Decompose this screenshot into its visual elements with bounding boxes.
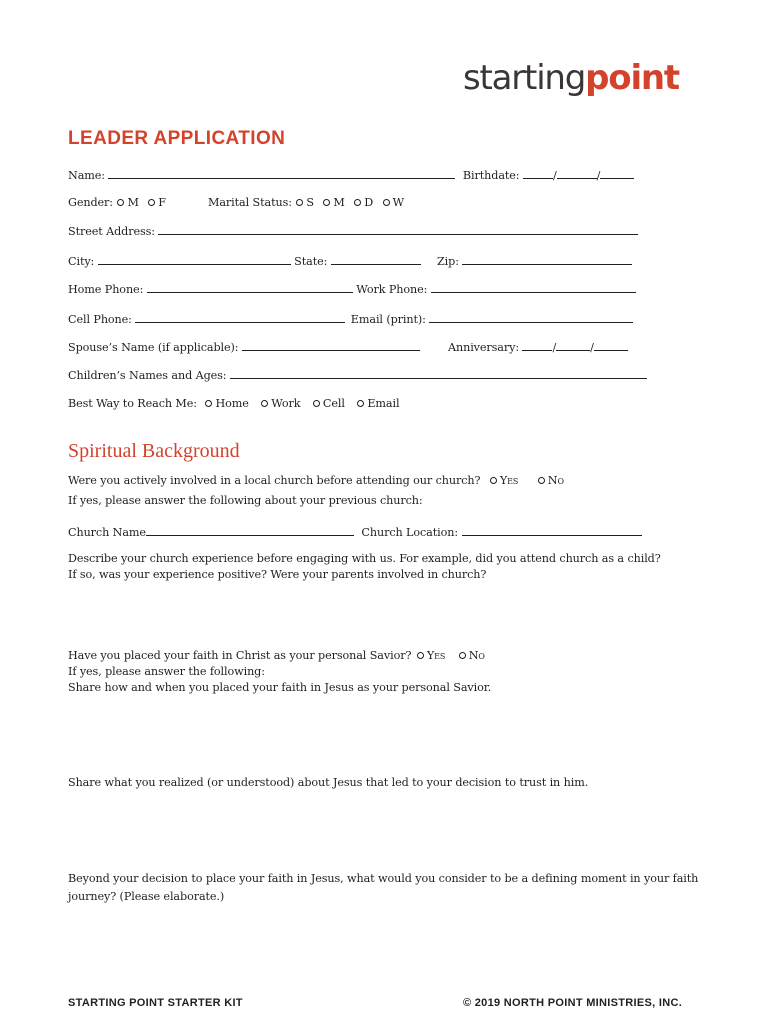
street-field[interactable] [158,223,638,235]
marital-s-radio[interactable] [296,199,303,206]
q4-line-1: Beyond your decision to place your faith in Jesus, what would you consider to be a defining moment in your faith [68,872,699,885]
name-field[interactable] [108,167,455,179]
q2-share: Share how and when you placed your faith in Jesus as your personal Savior. [68,681,492,694]
q2-no-radio[interactable] [459,652,466,659]
page-title: LEADER APPLICATION [68,128,286,149]
birthdate-slash-2: / [596,169,601,182]
marital-m-radio[interactable] [323,199,330,206]
zip-label: Zip: [437,255,459,268]
city-row [68,253,421,269]
q4-answer-area[interactable] [68,908,638,978]
children-label: Children’s Names and Ages: [68,369,227,382]
marital-label: Marital Status: [208,196,292,209]
logo-word-point: point [585,58,679,98]
marital-w-radio[interactable] [383,199,390,206]
describe-answer-area[interactable] [68,586,638,646]
church-name-row [68,524,642,540]
anniversary-slash-2: / [590,341,594,354]
q2-answer-area[interactable] [68,698,638,770]
reach-email-label: Email [367,397,400,410]
best-way-row [68,397,399,411]
work-phone-label: Work Phone: [356,283,428,296]
cell-phone-label: Cell Phone: [68,313,132,326]
anniversary-month-field[interactable] [522,339,552,351]
church-name-field[interactable] [146,524,354,536]
birthdate-month-field[interactable] [523,167,553,179]
best-way-label: Best Way to Reach Me: [68,397,197,410]
home-phone-field[interactable] [147,281,353,293]
q1-yes-radio[interactable] [490,477,497,484]
name-row [68,167,634,183]
describe-line-1: Describe your church experience before engaging with us. For example, did you attend church as a child? [68,552,661,565]
q1-yes-label: Yes [499,474,519,487]
email-label: Email (print): [350,313,426,326]
gender-label: Gender: [68,196,113,209]
email-field[interactable] [429,311,633,323]
city-label: City: [68,255,95,268]
reach-cell-radio[interactable] [313,400,320,407]
describe-line-2: If so, was your experience positive? Were your parents involved in church? [68,568,487,581]
birthdate-slash-1: / [552,169,557,182]
starting-point-logo [463,58,679,98]
birthdate-year-field[interactable] [600,167,634,179]
street-row [68,223,638,239]
church-location-field[interactable] [462,524,642,536]
footer-left: STARTING POINT STARTER KIT [68,997,243,1009]
logo-word-starting: starting [463,58,586,98]
marital-row [208,196,404,210]
state-label: State: [294,255,328,268]
city-field[interactable] [98,253,291,265]
q2-row [68,649,485,663]
zip-field[interactable] [462,253,632,265]
church-location-label: Church Location: [361,526,459,539]
spouse-label: Spouse’s Name (if applicable): [68,341,239,354]
q2-followup: If yes, please answer the following: [68,665,265,678]
anniversary-row [448,339,628,355]
q2-yes-radio[interactable] [417,652,424,659]
spouse-row [68,339,420,355]
q1-row [68,474,564,488]
reach-home-label: Home [215,397,249,410]
marital-w-label: W [392,196,404,209]
q1-no-label: No [547,474,564,487]
reach-home-radio[interactable] [205,400,212,407]
home-phone-label: Home Phone: [68,283,144,296]
state-field[interactable] [331,253,421,265]
reach-work-radio[interactable] [261,400,268,407]
reach-cell-label: Cell [322,397,345,410]
children-field[interactable] [230,367,647,379]
birthdate-label: Birthdate: [462,169,520,182]
q1-text: Were you actively involved in a local church before attending our church? [68,474,481,487]
marital-d-label: D [364,196,374,209]
marital-m-label: M [333,196,345,209]
zip-row [437,253,632,269]
work-phone-field[interactable] [431,281,636,293]
cell-phone-field[interactable] [135,311,345,323]
gender-m-radio[interactable] [117,199,124,206]
gender-f-label: F [158,196,166,209]
anniversary-day-field[interactable] [556,339,590,351]
phone-row [68,281,636,297]
marital-s-label: S [306,196,314,209]
reach-email-radio[interactable] [357,400,364,407]
cell-row [68,311,633,327]
section-title: Spiritual Background [68,440,240,462]
gender-row [68,196,166,210]
street-label: Street Address: [68,225,155,238]
reach-work-label: Work [271,397,301,410]
q4-line-2: journey? (Please elaborate.) [68,890,225,903]
q2-yes-label: Yes [426,649,446,662]
spouse-field[interactable] [242,339,420,351]
gender-f-radio[interactable] [148,199,155,206]
children-row [68,367,647,383]
q1-no-radio[interactable] [538,477,545,484]
q1-followup: If yes, please answer the following about your previous church: [68,494,423,507]
footer-right: © 2019 NORTH POINT MINISTRIES, INC. [463,997,683,1009]
q3-answer-area[interactable] [68,794,638,864]
anniversary-year-field[interactable] [594,339,628,351]
birthdate-day-field[interactable] [557,167,597,179]
anniversary-label: Anniversary: [448,341,520,354]
q3-text: Share what you realized (or understood) about Jesus that led to your decision to trust in him. [68,776,589,789]
gender-m-label: M [127,196,139,209]
name-label: Name: [68,169,105,182]
church-name-label: Church Name [68,526,146,539]
q2-text: Have you placed your faith in Christ as your personal Savior? [68,649,412,662]
marital-d-radio[interactable] [354,199,361,206]
anniversary-slash-1: / [552,341,557,354]
q2-no-label: No [468,649,485,662]
